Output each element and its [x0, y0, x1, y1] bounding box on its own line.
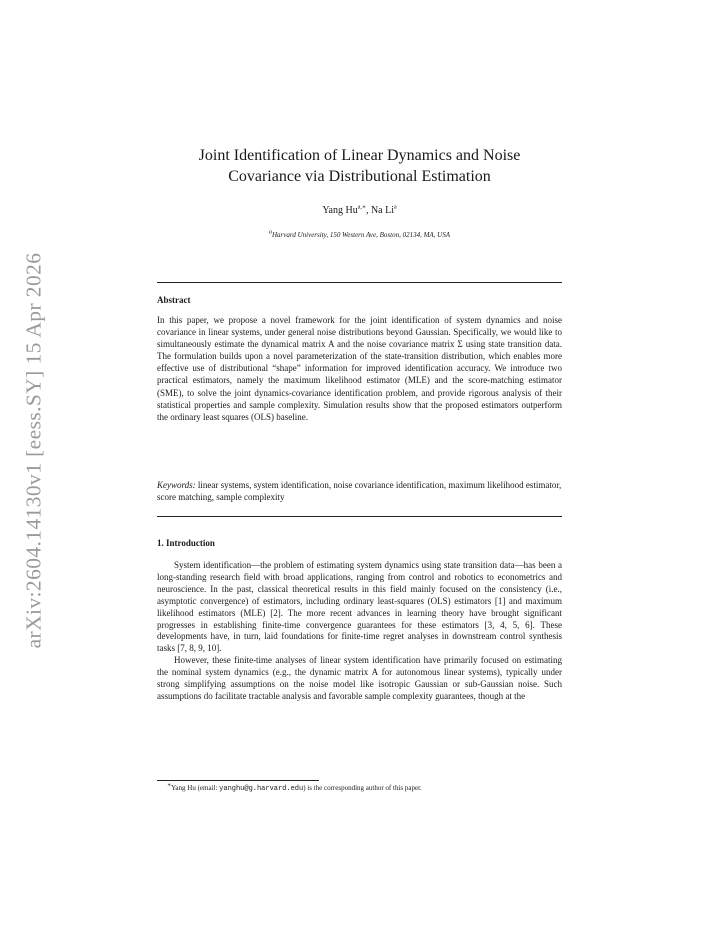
footnote-rule	[157, 780, 319, 781]
keywords-label: Keywords:	[157, 480, 196, 490]
footnote	[167, 784, 422, 793]
paper-title	[157, 145, 562, 187]
title-line-1: Joint Identification of Linear Dynamics and Noise	[198, 147, 521, 164]
abstract-bottom-rule	[157, 516, 562, 517]
footnote-mark: ∗	[167, 782, 172, 789]
footnote-text: Yang Hu (email:	[171, 784, 220, 792]
keywords-text: linear systems, system identification, noise covariance identification, maximum likelihood estimator, score matching, sample complexity	[157, 480, 562, 503]
affiliation	[157, 231, 562, 239]
author-separator: ,	[365, 205, 371, 216]
author-mark: a,∗	[357, 204, 366, 211]
footnote-email: yanghu@g.harvard.edu	[219, 785, 304, 793]
author-mark: a	[394, 204, 397, 211]
affiliation-mark: a	[268, 229, 272, 236]
abstract-heading: Abstract	[157, 295, 191, 305]
abstract-text: In this paper, we propose a novel framework for the joint identification of system dynamics and noise covariance in linear systems, under general noise distributions beyond Gaussian. Specifically, we would like to simultaneously estimate the dynamical matrix A and the noise covariance matrix Σ using state transition data. The formulation builds upon a novel parameterization of the state-transition distribution, which enables more effective use of distributional “shape” information for improved identification accuracy. We introduce two practical estimators, namely the maximum likelihood estimator (MLE) and the score-matching estimator (SME), to solve the joint dynamics-covariance identification problem, and provide rigorous analysis of their statistical properties and sample complexity. Simulation results show that the proposed estimators outperform the ordinary least squares (OLS) baseline.	[157, 315, 562, 422]
paragraph: However, these finite-time analyses of linear system identification have primarily focused on estimating the nominal system dynamics (e.g., the dynamic matrix A for autonomous linear systems), typically under strong simplifying assumptions on the noise model like isotropic Gaussian or sub-Gaussian noise. Such assumptions do facilitate tractable analysis and favorable sample complexity guarantees, though at the	[157, 655, 562, 701]
introduction-body	[157, 560, 562, 703]
author-name: Yang Hu	[322, 205, 358, 216]
keywords	[157, 479, 562, 503]
section-heading-introduction: 1. Introduction	[157, 538, 215, 548]
affiliation-text: Harvard University, 150 Western Ave, Boston, 02134, MA, USA	[271, 231, 451, 239]
title-line-2: Covariance via Distributional Estimation	[228, 168, 491, 185]
author-list	[157, 205, 562, 216]
paragraph: System identification—the problem of estimating system dynamics using state transition data—has been a long-standing research field with broad applications, ranging from control and robotics to econometrics and neuroscience. In the past, classical theoretical results in this field mainly focused on the consistency (i.e., asymptotic convergence) of estimators, including ordinary least-squares (OLS) estimators [1] and maximum likelihood estimators (MLE) [2]. The more recent advances in learning theory have brought significant progresses in establishing finite-time convergence guarantees for these estimators [3, 4, 5, 6]. These developments have, in turn, laid foundations for finite-time regret analyses in downstream control synthesis tasks [7, 8, 9, 10].	[157, 560, 562, 654]
arxiv-id-text: arXiv:2604.14130v1 [eess.SY] 15 Apr 2026	[21, 252, 46, 648]
footnote-text: ) is the corresponding author of this paper.	[303, 784, 422, 792]
author-name: Na Li	[370, 205, 394, 216]
abstract-top-rule	[157, 282, 562, 283]
arxiv-identifier-stamp	[14, 250, 54, 650]
